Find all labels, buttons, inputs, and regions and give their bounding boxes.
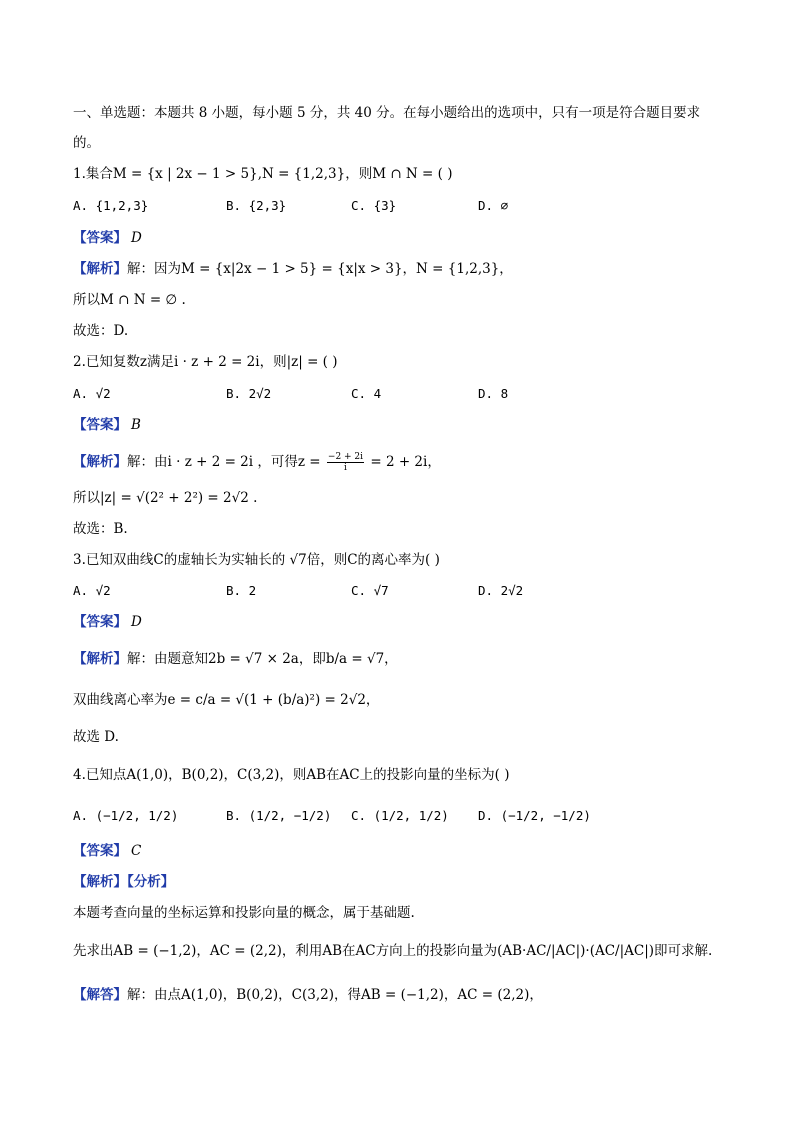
q1-solution-line3: 故选：D. bbox=[73, 323, 129, 339]
q2-answer: B bbox=[131, 417, 141, 433]
q4-answer-line bbox=[73, 841, 141, 861]
q2-answer-line bbox=[73, 415, 141, 435]
analysis-label: 【解析】 bbox=[73, 454, 127, 470]
q3-answer: D bbox=[131, 614, 142, 630]
q2-frac-den: i bbox=[344, 463, 347, 473]
q3-option-a: A. √2 bbox=[73, 583, 111, 598]
q1-option-b: B. {2,3} bbox=[226, 198, 287, 213]
q3-solution-line2: 双曲线离心率为e = c/a = √(1 + (b/a)²) = 2√2， bbox=[73, 692, 380, 708]
q2-option-a: A. √2 bbox=[73, 386, 111, 401]
q4-fenxi-line2: 先求出AB = (−1,2)，AC = (2,2)，利用AB在AC方向上的投影向量为(AB·AC/|AC|)·(AC/|AC|)即可求解. bbox=[73, 943, 713, 959]
q4-option-a: A. (−1/2, 1/2) bbox=[73, 808, 179, 823]
q4-option-b: B. (1/2, −1/2) bbox=[226, 808, 332, 823]
q2-stem: 2.已知复数z满足i · z + 2 = 2i，则|z| = ( ) bbox=[73, 354, 338, 370]
q2-frac-num: −2 + 2i bbox=[327, 452, 364, 462]
q2-sol1b: = 2 + 2i， bbox=[370, 454, 441, 470]
q3-solution-line3: 故选 D. bbox=[73, 729, 119, 745]
q4-answer: C bbox=[131, 843, 142, 859]
fenxi-label: 【分析】 bbox=[127, 874, 175, 890]
q2-sol1a: 解：由i · z + 2 = 2i ，可得z = bbox=[127, 454, 321, 470]
q1-solution-line2: 所以M ∩ N = ∅ . bbox=[73, 292, 186, 308]
q1-option-c: C. {3} bbox=[351, 198, 397, 213]
analysis-label: 【解析】 bbox=[73, 261, 127, 277]
q2-option-c: C. 4 bbox=[351, 386, 382, 401]
q2-solution-line1 bbox=[73, 452, 441, 473]
q1-answer: D bbox=[131, 230, 142, 246]
q1-answer-line bbox=[73, 228, 142, 248]
q4-option-c: C. (1/2, 1/2) bbox=[351, 808, 449, 823]
analysis-label: 【解析】 bbox=[73, 874, 127, 890]
section-heading: 一、单选题：本题共 8 小题，每小题 5 分，共 40 分。在每小题给出的选项中，只有一项是符合题目要求 bbox=[73, 105, 701, 121]
section-heading-cont: 的。 bbox=[73, 135, 100, 151]
q1-option-d: D. ∅ bbox=[478, 198, 509, 213]
q1-option-a: A. {1,2,3} bbox=[73, 198, 149, 213]
q3-solution-line1 bbox=[73, 649, 398, 669]
answer-label: 【答案】 bbox=[73, 230, 127, 246]
jieda-label: 【解答】 bbox=[73, 987, 127, 1003]
q2-fraction bbox=[327, 452, 364, 473]
q3-stem: 3.已知双曲线C的虚轴长为实轴长的 √7倍，则C的离心率为( ) bbox=[73, 552, 440, 568]
q3-answer-line bbox=[73, 612, 142, 632]
q4-jieda: 解：由点A(1,0)，B(0,2)，C(3,2)，得AB = (−1,2)，AC = (2,2)， bbox=[127, 987, 543, 1003]
q3-sol1: 解：由题意知2b = √7 × 2a，即b/a = √7， bbox=[127, 651, 398, 667]
q2-solution-line3: 故选：B. bbox=[73, 521, 128, 537]
q3-option-b: B. 2 bbox=[226, 583, 257, 598]
q4-fenxi-line1: 本题考查向量的坐标运算和投影向量的概念，属于基础题. bbox=[73, 905, 415, 921]
q3-option-c: C. √7 bbox=[351, 583, 389, 598]
q1-sol1: 解：因为M = {x|2x − 1 > 5} = {x|x > 3}，N = {1,2,3}， bbox=[127, 261, 513, 277]
q4-analysis-line bbox=[73, 872, 174, 892]
q4-stem: 4.已知点A(1,0)，B(0,2)，C(3,2)，则AB在AC上的投影向量的坐标为( ) bbox=[73, 767, 510, 783]
q3-option-d: D. 2√2 bbox=[478, 583, 524, 598]
q1-solution-line1 bbox=[73, 259, 513, 279]
q2-option-d: D. 8 bbox=[478, 386, 509, 401]
q2-solution-line2: 所以|z| = √(2² + 2²) = 2√2 . bbox=[73, 490, 258, 506]
answer-label: 【答案】 bbox=[73, 614, 127, 630]
q2-option-b: B. 2√2 bbox=[226, 386, 272, 401]
analysis-label: 【解析】 bbox=[73, 651, 127, 667]
q1-stem: 1.集合M = {x | 2x − 1 > 5},N = {1,2,3}，则M ∩ N = ( ) bbox=[73, 166, 453, 182]
answer-label: 【答案】 bbox=[73, 843, 127, 859]
answer-label: 【答案】 bbox=[73, 417, 127, 433]
q4-option-d: D. (−1/2, −1/2) bbox=[478, 808, 591, 823]
q4-jieda-line bbox=[73, 985, 543, 1005]
